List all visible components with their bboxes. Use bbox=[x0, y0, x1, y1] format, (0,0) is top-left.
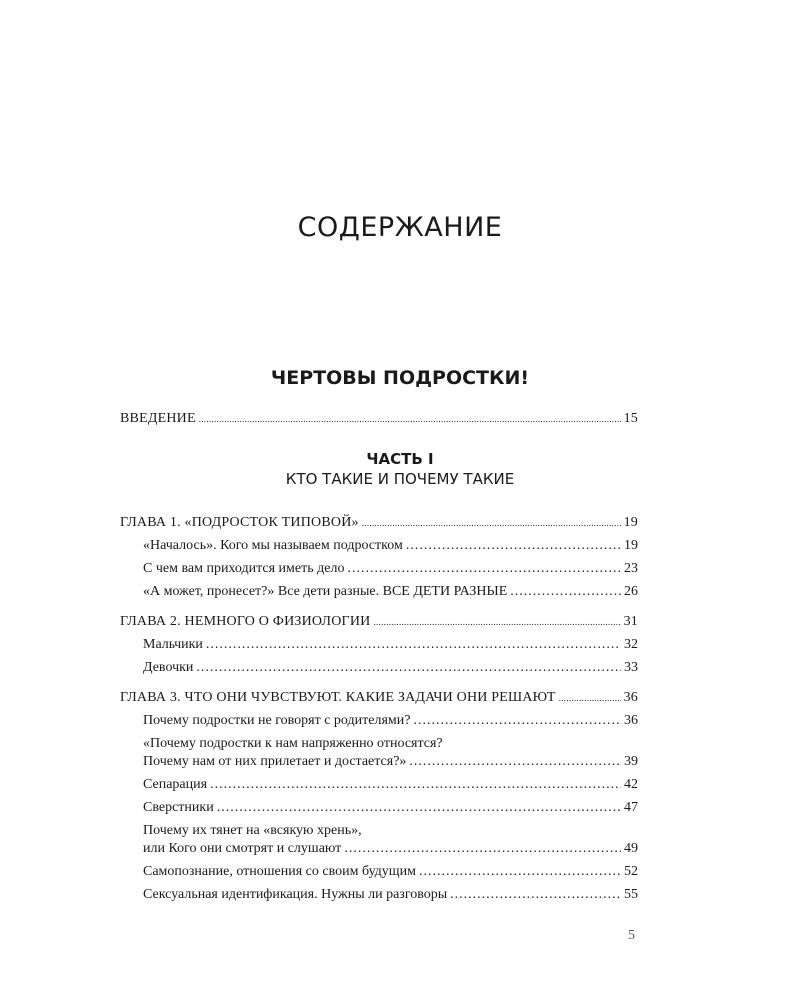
toc-section-page: 52 bbox=[624, 864, 638, 879]
toc-section-title-line1: «Почему подростки к нам напряженно относятся? bbox=[143, 736, 443, 751]
toc-section bbox=[143, 863, 638, 881]
leader-dots bbox=[373, 613, 620, 631]
toc-section-title: Девочки bbox=[143, 660, 194, 675]
toc-section-title: С чем вам приходится иметь дело bbox=[143, 561, 345, 576]
leader-dots bbox=[409, 753, 621, 771]
toc-section-page: 42 bbox=[624, 777, 638, 792]
leader-dots bbox=[450, 886, 621, 904]
toc-section-title: Сверстники bbox=[143, 800, 214, 815]
toc-section-title: «А может, пронесет?» Все дети разные. ВСЕ ДЕТИ РАЗНЫЕ bbox=[143, 584, 508, 599]
toc-section bbox=[143, 560, 638, 578]
toc-section-title: Сексуальная идентификация. Нужны ли разговоры bbox=[143, 887, 448, 902]
toc-section-title: Самопознание, отношения со своим будущим bbox=[143, 864, 416, 879]
toc-section-title: Почему подростки не говорят с родителями? bbox=[143, 713, 411, 728]
toc-chapter-1 bbox=[120, 514, 638, 532]
leader-dots bbox=[419, 863, 621, 881]
toc-section bbox=[143, 636, 638, 654]
toc-section bbox=[143, 712, 638, 730]
leader-dots bbox=[347, 560, 621, 578]
leader-dots bbox=[406, 537, 621, 555]
toc-section bbox=[143, 799, 638, 817]
toc-section-page: 39 bbox=[624, 754, 638, 769]
toc-entry-intro bbox=[120, 410, 638, 428]
toc-section-page: 26 bbox=[624, 584, 638, 599]
toc-chapter-3 bbox=[120, 689, 638, 707]
toc-chapter-page: 36 bbox=[623, 690, 638, 705]
leader-dots bbox=[344, 840, 621, 858]
leader-dots bbox=[217, 799, 621, 817]
toc-section-title: Мальчики bbox=[143, 637, 203, 652]
leader-dots bbox=[206, 636, 621, 654]
toc-section-page: 49 bbox=[624, 841, 638, 856]
toc-chapter-page: 19 bbox=[623, 515, 638, 530]
toc-section-page: 55 bbox=[624, 887, 638, 902]
toc-section bbox=[143, 776, 638, 794]
toc-section-title-line1: Почему их тянет на «всякую хрень», bbox=[143, 823, 362, 838]
part-label: ЧАСТЬ I bbox=[366, 450, 434, 468]
page-number: 5 bbox=[628, 928, 635, 943]
toc-section bbox=[143, 537, 638, 555]
leader-dots bbox=[199, 410, 621, 428]
toc-chapter-page: 31 bbox=[623, 614, 638, 629]
leader-dots bbox=[559, 689, 621, 707]
toc-chapter-title: ГЛАВА 1. «ПОДРОСТОК ТИПОВОЙ» bbox=[120, 515, 359, 530]
toc-section-page: 33 bbox=[624, 660, 638, 675]
toc-section-page: 36 bbox=[624, 713, 638, 728]
toc-section-page: 32 bbox=[624, 637, 638, 652]
toc-entry-title: ВВЕДЕНИЕ bbox=[120, 411, 196, 426]
toc-section bbox=[143, 583, 638, 601]
toc-section-title: «Началось». Кого мы называем подростком bbox=[143, 538, 403, 553]
toc-section bbox=[143, 840, 638, 858]
leader-dots bbox=[362, 514, 621, 532]
part-subtitle: КТО ТАКИЕ И ПОЧЕМУ ТАКИЕ bbox=[285, 470, 515, 488]
leader-dots bbox=[510, 583, 621, 601]
toc-entry-page: 15 bbox=[623, 411, 638, 426]
toc-chapter-2 bbox=[120, 613, 638, 631]
toc-chapter-title: ГЛАВА 2. НЕМНОГО О ФИЗИОЛОГИИ bbox=[120, 614, 371, 629]
toc-section-title: Сепарация bbox=[143, 777, 208, 792]
leader-dots bbox=[196, 659, 621, 677]
book-title: ЧЕРТОВЫ ПОДРОСТКИ! bbox=[270, 367, 530, 389]
toc-chapter-title: ГЛАВА 3. ЧТО ОНИ ЧУВСТВУЮТ. КАКИЕ ЗАДАЧИ ОНИ РЕШАЮТ bbox=[120, 690, 556, 705]
toc-section-title-line2: или Кого они смотрят и слушают bbox=[143, 841, 342, 856]
toc-section bbox=[143, 659, 638, 677]
toc-section-page: 23 bbox=[624, 561, 638, 576]
toc-section bbox=[143, 886, 638, 904]
leader-dots bbox=[413, 712, 621, 730]
leader-dots bbox=[210, 776, 621, 794]
toc-section-page: 19 bbox=[624, 538, 638, 553]
toc-section bbox=[143, 753, 638, 771]
toc-section-title-line2: Почему нам от них прилетает и достается?» bbox=[143, 754, 407, 769]
contents-heading: СОДЕРЖАНИЕ bbox=[297, 212, 503, 243]
toc-section-page: 47 bbox=[624, 800, 638, 815]
